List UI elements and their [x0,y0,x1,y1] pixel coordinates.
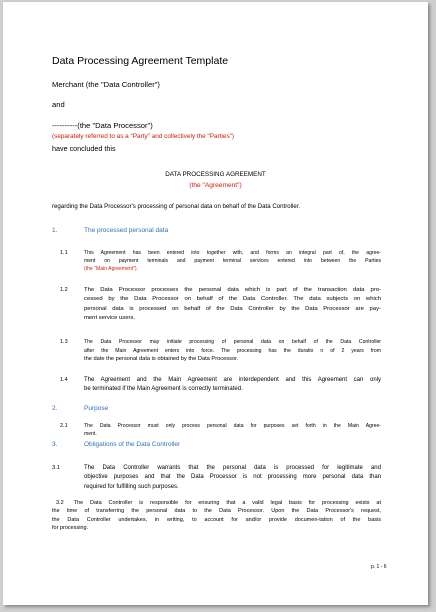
clause-number: 1.1 [60,250,68,256]
section-title: Obligations of the Data Controller [84,441,181,448]
clause-text [84,422,381,439]
clause-line: the time of transferring the personal data to the Data Processor. Upon the Data Processor's request, [52,508,381,515]
clause-text [84,464,381,492]
and-text: and [52,100,65,109]
party-controller: Merchant (the "Data Controller") [52,80,160,89]
regarding-text: regarding the Data Processor's processing of personal data on behalf of the Data Controller. [52,203,301,210]
clause-line: after the Main Agreement enters into force. The processing has the duratio n of 2 years from [84,347,381,354]
section-number: 3. [52,441,58,448]
agreement-subheading: (the "Agreement") [189,182,242,189]
clause-line: ment. [84,431,97,438]
clause-line: This Agreement has been entered into together with, and forms an integral part of, the agree- [84,250,381,256]
clause-text [84,286,381,324]
clause-line: The Agreement and the Main Agreement are interdependent and this Agreement can only [84,377,381,383]
clause-line [52,499,381,507]
clause-line: The Data Processor may initiate processing of personal data on behalf of the Data Controller [84,339,381,345]
clause-number: 1.3 [60,339,68,345]
clause-text [84,338,381,364]
clause-text [84,376,381,395]
clause-line: ment service users. [84,315,136,322]
party-processor: ----------(the "Data Processor") [52,121,153,130]
agreement-heading: DATA PROCESSING AGREEMENT [165,171,266,178]
section-title: The processed personal data [84,227,169,234]
clause-line: objective purposes and that the Data Processor is not processing more personal data than [84,474,381,481]
clause-line: required for fulfilling such purposes. [84,483,179,490]
clause-line: be terminated if the Main Agreement is correctly terminated. [84,386,243,393]
clause-line: the Data Controller undertakes, in writing, to account for and/or provide documen-tation of the basis [52,516,381,523]
document-page [3,2,428,605]
clause-line: The Data Controller warrants that the personal data is processed for legitimate and [84,465,381,471]
section-title: Purpose [84,405,109,412]
clause-line: personal data is processed on behalf of the Data Controller by the Data Processor are pay- [84,305,381,312]
section-number: 1. [52,227,58,234]
clause-text [84,249,381,273]
concluded-text: have concluded this [52,144,116,153]
main-agreement-ref: (the "Main Agreement"). [84,266,139,272]
clause-line: The Data Processor must only process personal data for purposes set forth in the Main Agree- [84,423,381,429]
clause-line: The Data Processor processes the personal data which is part of the transaction data pro- [84,287,381,293]
section-number: 2. [52,405,58,412]
clause-line-text: The Data Controller is responsible for ensuring that a valid legal basis for processing exists at [73,500,381,506]
document-title: Data Processing Agreement Template [52,55,229,67]
clause-number: 3.2 [56,500,64,506]
clause-number: 3.1 [52,465,61,471]
clause-line: the date the personal data is obtained by the Data Processor. [84,356,239,363]
clause-line: cessed by the Data Processor on behalf of the Data Controller. The data subjects on which [84,296,381,303]
clause-number: 2.1 [60,423,68,429]
page-number: p. 1 - 6 [371,564,387,570]
clause-text-3-2 [52,499,381,533]
parties-note: (separately referred to as a "Party" and collectively the "Parties") [52,133,235,140]
clause-line: for processing. [52,525,89,532]
clause-number: 1.4 [60,377,68,383]
clause-line: ment on payment terminals and payment terminal services entered into between the Parties [84,258,381,264]
clause-number: 1.2 [60,287,68,293]
